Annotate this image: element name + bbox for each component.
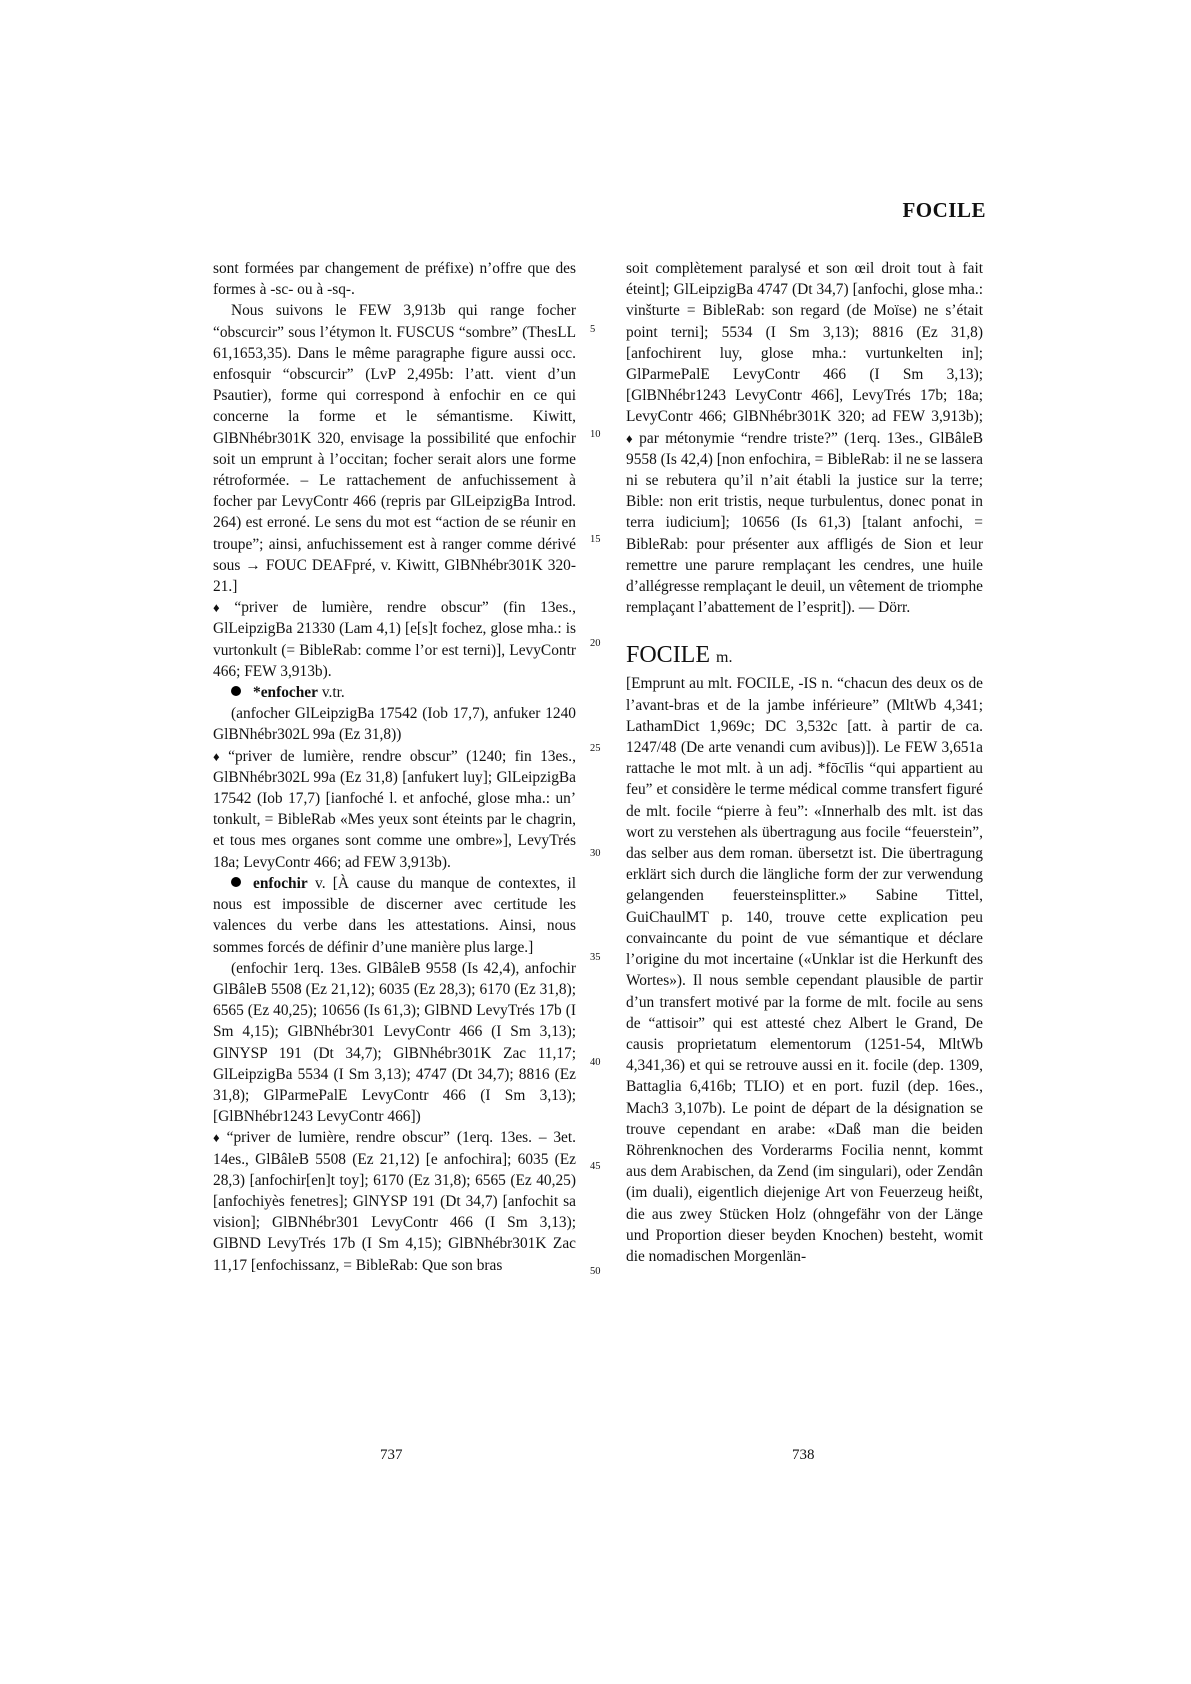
line-number: 25 xyxy=(590,743,601,754)
headword: *enfocher xyxy=(253,684,318,702)
line-number: 50 xyxy=(590,1266,601,1277)
paragraph: Nous suivons le FEW 3,913b qui range focher “obscurcir” sous l’étymon lt. FUSCUS “sombre” (ThesLL 61,1653,35). Dans le même paragraphe figure aussi occ. enfosquir “obscurcir” (LvP 2,495b: l’att. vient d’un Psautier), forme qui correspond à enfochir en ce qui concerne la forme et le sémantisme. Kiwitt, GlBNhébr301K 320, envisage la possibilité que enfochir soit un emprunt à l’occitan; focher serait alors une forme rétroformée. – Le rattachement de anfuchissement à focher par LevyContr 466 (repris par GlLeipzigBa Introd. 264) est erroné. Le sens du mot est “action de se réunir en troupe”; ainsi, anfuchissement est à ranger comme dérivé sous → FOUC DEAFpré, v. Kiwitt, GlBNhébr301K 320-21.] xyxy=(213,302,576,596)
line-number: 5 xyxy=(590,324,596,335)
left-column xyxy=(213,258,576,1276)
diamond-icon: ♦ xyxy=(213,1130,223,1146)
line-number: 35 xyxy=(590,952,601,963)
grammar-note: v. [À cause du manque de contextes, il nous est impossible de discerner avec certitude les valences du verbe dans les attestations. Ainsi, nous sommes forcés de définir d’une manière plus large.] xyxy=(213,874,576,956)
running-head: FOCILE xyxy=(902,198,986,222)
line-number: 20 xyxy=(590,638,601,649)
diamond-icon: ♦ xyxy=(213,600,231,616)
entry-heading xyxy=(626,640,983,673)
paragraph: sont formées par changement de préfixe) n’offre que des formes à -sc- ou à -sq-. xyxy=(213,260,576,299)
right-column xyxy=(626,258,983,1267)
text: soit complètement paralysé et son œil droit tout à fait éteint]; GlLeipzigBa 4747 (Dt 34,7) [anfochi, glose mha.: vinšturte = BibleRab: son regard (de Moïse) ne s’était point terni]; 5534 (I Sm 3,13); 8816 (Ez 31,8) [anfochirent luy, glose mha.: vurtunkelten in]; GlParmePalE LevyContr 466 (I Sm 3,13); [GlBNhébr1243 LevyContr 466], LevyTrés 17b; 18a; LevyContr 466; GlBNhébr301K 320; ad FEW 3,913b); xyxy=(626,260,983,426)
diamond-icon: ♦ xyxy=(626,430,636,446)
sense-paragraph xyxy=(213,597,576,682)
subentry-heading xyxy=(213,873,576,958)
sense-paragraph xyxy=(213,746,576,873)
definition: “priver de lumière, rendre obscur” (1erq. 13es. – 3et. 14es., GlBâleB 5508 (Ez 21,12) [e anfochira]; 6035 (Ez 28,3) [anfochir[en]t toy]; 6170 (Ez 31,8); 6565 (Ez 40,25) [anfochiyès fenetres]; GlNYSP 191 (Dt 34,7) [anfochit sa vision]; GlBNhébr301 LevyContr 466 (I Sm 3,13); GlBND LevyTrés 17b (I Sm 4,15); GlBNhébr301K Zac 11,17 [enfochissanz, = BibleRab: Que son bras xyxy=(213,1129,576,1274)
bullet-icon xyxy=(231,877,241,887)
line-number: 40 xyxy=(590,1057,601,1068)
forms-paragraph: (anfocher GlLeipzigBa 17542 (Iob 17,7), anfuker 1240 GlBNhébr302L 99a (Ez 31,8)) xyxy=(213,705,576,744)
line-number: 45 xyxy=(590,1161,601,1172)
bullet-icon xyxy=(231,686,241,696)
line-number: 30 xyxy=(590,848,601,859)
headword: enfochir xyxy=(253,874,308,892)
entry-title: FOCILE xyxy=(626,642,710,669)
definition: “priver de lumière, rendre obscur” (1240; fin 13es., GlBNhébr302L 99a (Ez 31,8) [anfukert luy]; GlLeipzigBa 17542 (Iob 17,7) [ianfoché l. et anfoché, glose mha.: un’ tonkult, = BibleRab «Mes yeux sont éteints par le chagrin, et tous mes organes sont comme une ombre»], LevyTrés 18a; LevyContr 466; ad FEW 3,913b). xyxy=(213,747,576,871)
page-number-right: 738 xyxy=(792,1447,815,1463)
sense-paragraph xyxy=(213,1127,576,1275)
grammar-label: m. xyxy=(716,649,733,667)
text: par métonymie “rendre triste?” (1erq. 13es., GlBâleB 9558 (Is 42,4) [non enfochira, = BibleRab: il ne se lassera ni se rebutera qu’il n’ait établi la justice sur la terre; Bible: non erit tristis, neque turbulentus, donec ponat in terra iudicium]; 10656 (Is 61,3) [talant anfochi, = BibleRab: pour présenter aux affligés de Sion et leur remettre une parure remplaçant les cendres, une huile d’allégresse remplaçant le deuil, un vêtement de triomphe remplaçant l’abattement de l’esprit]). — Dörr. xyxy=(626,429,983,617)
page-number-left: 737 xyxy=(380,1447,403,1463)
paragraph xyxy=(626,258,983,618)
line-number: 15 xyxy=(590,534,601,545)
forms-paragraph: (enfochir 1erq. 13es. GlBâleB 9558 (Is 42,4), anfochir GlBâleB 5508 (Ez 21,12); 6035 (Ez 28,3); 6170 (Ez 31,8); 6565 (Ez 40,25); 10656 (Is 61,3); GlBND LevyTrés 17b (I Sm 4,15); GlBNhébr301 LevyContr 466 (I Sm 3,13); GlNYSP 191 (Dt 34,7); GlBNhébr301K Zac 11,17; GlLeipzigBa 5534 (I Sm 3,13); 4747 (Dt 34,7); 8816 (Ez 31,8); GlParmePalE LevyContr 466 (I Sm 3,13); [GlBNhébr1243 LevyContr 466]) xyxy=(213,959,576,1126)
etymology-paragraph: [Emprunt au mlt. FOCILE, -IS n. “chacun des deux os de l’avant-bras et de la jambe inférieure” (MltWb 4,341; LathamDict 1,969c; DC 3,532c [att. à partir de ca. 1247/48 (De arte venandi cum avibus)]). Le FEW 3,651a rattache le mot mlt. à un adj. *fōcīlis “qui appartient au feu” et considère le terme médical comme transfert figuré de mlt. focile “pierre à feu”: «Innerhalb des mlt. ist das wort zu verstehen als übertragung aus focile “feuerstein”, das selber aus dem roman. übersetzt ist. Die übertragung erklärt sich durch die längliche form der zur verwendung gelangenden feuersteinsplitter.» Sabine Tittel, GuiChaulMT p. 140, trouve cette explication peu convaincante du point de vue sémantique et déclare l’origine du mot incertaine («Unklar ist die Herkunft des Wortes»). Il nous semble cependant plausible de partir d’un transfert motivé par la forme de mlt. focile au sens de “attisoir” qui est attesté chez Albert le Grand, De causis proprietatum elementorum (1251-54, MltWb 4,341,36) et qui se retrouve aussi en it. focile (dep. 1309, Battaglia 6,416b; TLIO) et en port. fuzil (dep. 16es., Mach3 3,107b). Le point de départ de la désignation se trouve cependant en arabe: «Daß man die beiden Röhrenknochen des Vorderarms Focilia nennt, kommt aus dem Arabischen, da Zend (im singulari), oder Zendân (im duali), eigentlich diejenige Art von Feuerzeug heißt, die aus zwey Stücken Holz (ohngefähr von der Länge und Proportion dieser beyden Knochen) besteht, womit die nomadischen Morgenlän- xyxy=(626,675,983,1265)
subentry-heading xyxy=(213,682,576,703)
diamond-icon: ♦ xyxy=(213,748,225,764)
line-number: 10 xyxy=(590,429,601,440)
definition: “priver de lumière, rendre obscur” (fin 13es., GlLeipzigBa 21330 (Lam 4,1) [e[s]t fochez, glose mha.: is vurtonkult (= BibleRab: comme l’or est terni)], LevyContr 466; FEW 3,913b). xyxy=(213,599,576,680)
grammar-label: v.tr. xyxy=(321,684,345,702)
